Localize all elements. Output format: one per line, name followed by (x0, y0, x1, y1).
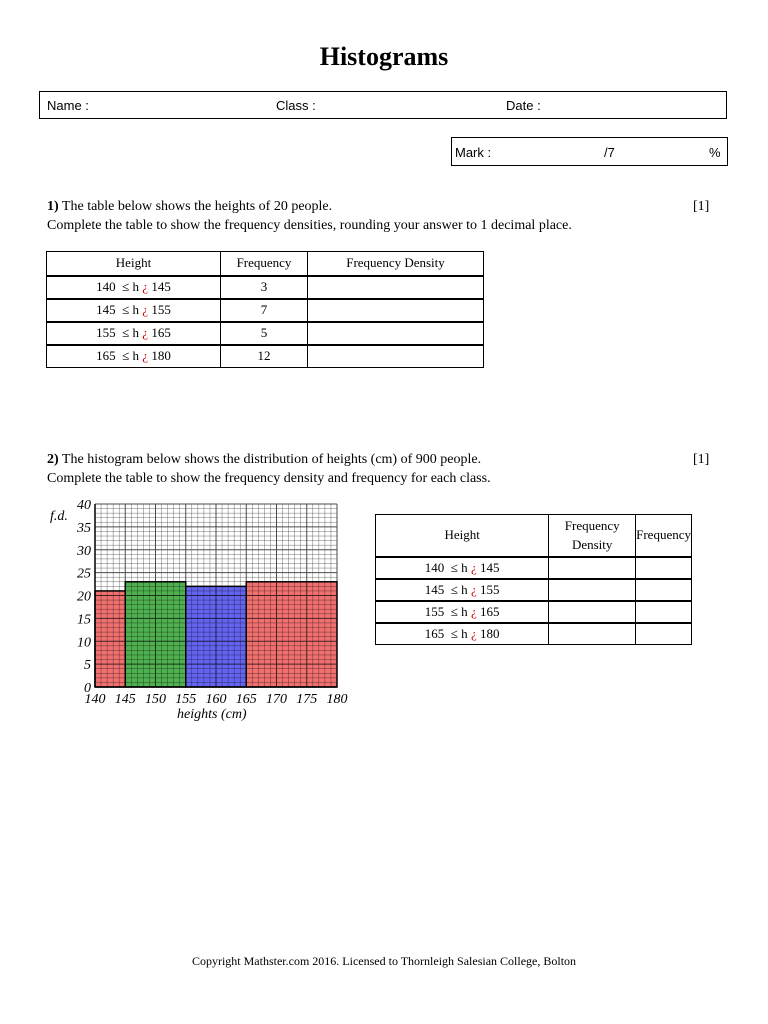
y-axis-label: f.d. (50, 509, 68, 524)
fd-answer-cell[interactable] (308, 322, 484, 345)
frequency-cell: 3 (221, 276, 308, 299)
q2-marks: [1] (693, 452, 710, 467)
q1-header-row (47, 252, 484, 276)
q1-col-fd: Frequency Density (308, 252, 484, 276)
y-tick-label: 30 (77, 543, 91, 559)
class-interval: 155 ≤ h ¿ 165 (47, 322, 221, 345)
y-tick-label: 0 (84, 681, 91, 696)
x-tick-label: 160 (205, 692, 227, 707)
class-label: Class : (276, 98, 316, 113)
q1-instruction: Complete the table to show the frequency densities, rounding your answer to 1 decimal place. (47, 218, 572, 233)
table-row (376, 557, 692, 579)
q2-col-frequency: Frequency (636, 515, 692, 557)
y-tick-label: 5 (84, 658, 91, 674)
table-row (376, 579, 692, 601)
q2-table (375, 514, 692, 645)
class-interval: 140 ≤ h ¿ 145 (376, 557, 549, 579)
x-tick-label: 175 (296, 692, 318, 707)
q2-header-row (376, 515, 692, 557)
frequency-answer-cell[interactable] (636, 601, 692, 623)
y-tick-label: 35 (77, 520, 91, 536)
fd-answer-cell[interactable] (549, 579, 636, 601)
mark-label: Mark : (455, 145, 492, 160)
frequency-cell: 5 (221, 322, 308, 345)
table-row (47, 299, 484, 322)
lt-symbol: ¿ (142, 348, 149, 364)
histogram-chart (40, 490, 350, 730)
y-tick-label: 10 (77, 635, 91, 651)
date-label: Date : (506, 98, 541, 113)
table-row (376, 601, 692, 623)
page-title: Histograms (319, 42, 449, 71)
q2-instruction: Complete the table to show the frequency density and frequency for each class. (47, 471, 491, 486)
percent-sign: % (709, 145, 721, 160)
histogram-bar (95, 591, 125, 687)
fd-answer-cell[interactable] (308, 276, 484, 299)
copyright-footer: Copyright Mathster.com 2016. Licensed to Thornleigh Salesian College, Bolton (191, 954, 577, 968)
q1-col-height: Height (47, 252, 221, 276)
q2-col-fd: Frequency Density (549, 515, 636, 557)
frequency-answer-cell[interactable] (636, 623, 692, 645)
x-tick-label: 170 (266, 692, 287, 707)
table-row (47, 322, 484, 345)
q1-table (46, 251, 484, 368)
frequency-answer-cell[interactable] (636, 557, 692, 579)
class-interval: 155 ≤ h ¿ 165 (376, 601, 549, 623)
histogram-bar (246, 582, 337, 687)
x-tick-label: 150 (145, 692, 166, 707)
q2-number: 2) (47, 452, 59, 467)
class-interval: 165 ≤ h ¿ 180 (47, 345, 221, 368)
fd-answer-cell[interactable] (308, 299, 484, 322)
table-row (47, 345, 484, 368)
fd-answer-cell[interactable] (308, 345, 484, 368)
q1-marks: [1] (693, 199, 710, 214)
x-axis-label: heights (cm) (177, 707, 247, 722)
lt-symbol: ¿ (142, 325, 149, 340)
student-info-box (39, 91, 727, 119)
table-row (47, 276, 484, 299)
x-tick-label: 165 (235, 692, 257, 707)
mark-out-of: /7 (604, 145, 615, 160)
frequency-cell: 7 (221, 299, 308, 322)
q1-number: 1) (47, 199, 59, 214)
x-tick-label: 155 (175, 692, 197, 707)
frequency-answer-cell[interactable] (636, 579, 692, 601)
lt-symbol: ¿ (470, 603, 477, 619)
class-interval: 145 ≤ h ¿ 155 (47, 299, 221, 322)
lt-symbol: ¿ (142, 279, 149, 294)
lt-symbol: ¿ (470, 559, 477, 575)
y-tick-label: 25 (77, 566, 91, 582)
class-interval: 165 ≤ h ¿ 180 (376, 623, 549, 645)
frequency-cell: 12 (221, 345, 308, 368)
fd-answer-cell[interactable] (549, 623, 636, 645)
q2-col-height: Height (376, 515, 549, 557)
table-row (376, 623, 692, 645)
class-interval: 140 ≤ h ¿ 145 (47, 276, 221, 299)
lt-symbol: ¿ (142, 302, 149, 317)
q1-text (47, 199, 332, 215)
name-label: Name : (47, 98, 89, 113)
grid-lines (95, 504, 337, 687)
fd-answer-cell[interactable] (549, 557, 636, 579)
lt-symbol: ¿ (470, 581, 477, 597)
q1-col-frequency: Frequency (221, 252, 308, 276)
q2-text (47, 452, 481, 468)
x-tick-label: 180 (326, 692, 348, 707)
x-tick-label: 145 (114, 692, 136, 707)
q2-statement: The histogram below shows the distribution of heights (cm) of 900 people. (61, 452, 482, 467)
class-interval: 145 ≤ h ¿ 155 (376, 579, 549, 601)
y-tick-label: 20 (77, 589, 91, 605)
mark-box (451, 137, 728, 166)
lt-symbol: ¿ (470, 625, 477, 641)
y-tick-label: 15 (77, 612, 91, 628)
q1-statement: The table below shows the heights of 20 people. (61, 199, 333, 214)
y-tick-label: 40 (77, 498, 91, 513)
fd-answer-cell[interactable] (549, 601, 636, 623)
x-tick-label: 140 (84, 692, 106, 707)
